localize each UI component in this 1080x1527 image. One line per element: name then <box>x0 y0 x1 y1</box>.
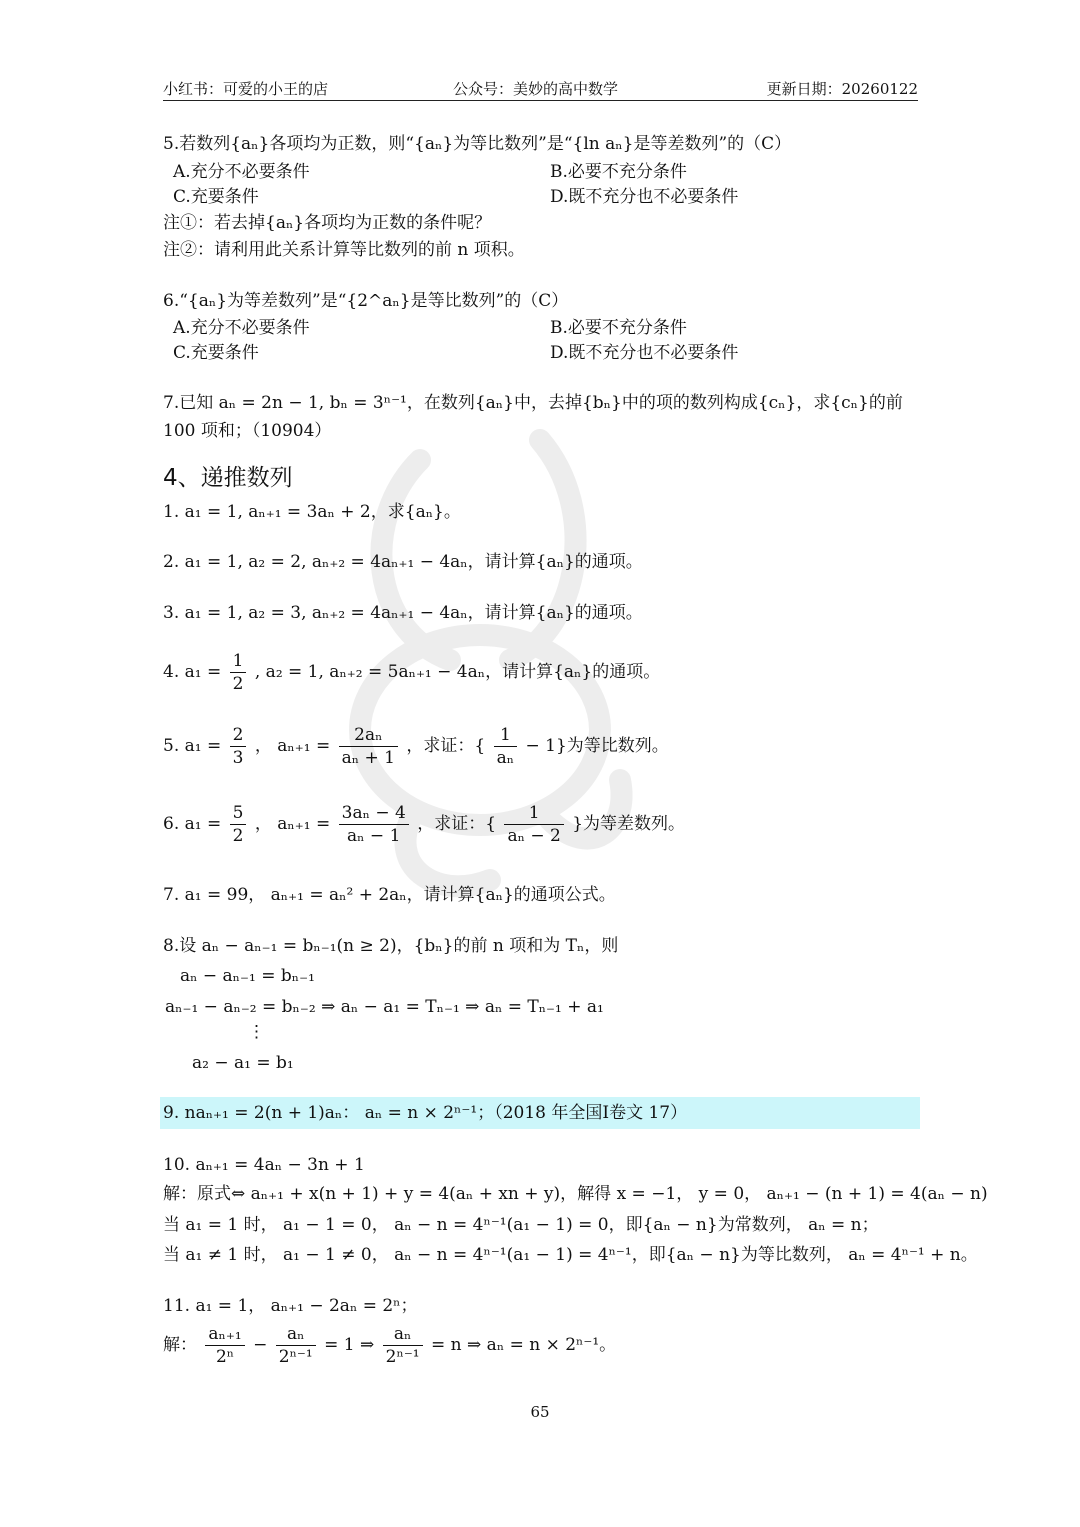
recurrence-2: 2. a₁ = 1, a₂ = 2, aₙ₊₂ = 4aₙ₊₁ − 4aₙ，请计算{aₙ}的通项。 <box>163 552 643 572</box>
q5-note-1: 注①：若去掉{aₙ}各项均为正数的条件呢？ <box>163 213 492 233</box>
page-number: 65 <box>530 1403 550 1421</box>
q6-option-d: D.既不充分也不必要条件 <box>550 343 739 363</box>
recurrence-8-line-2: aₙ₋₁ − aₙ₋₂ = bₙ₋₂ ⇒ aₙ − a₁ = Tₙ₋₁ ⇒ aₙ = Tₙ₋₁ + a₁ <box>165 997 604 1017</box>
header-right: 更新日期：20260122 <box>766 80 918 98</box>
q6-option-c: C.充要条件 <box>173 343 259 363</box>
recurrence-3: 3. a₁ = 1, a₂ = 3, aₙ₊₂ = 4aₙ₊₁ − 4aₙ，请计算{aₙ}的通项。 <box>163 603 643 623</box>
q7-line-1: 7.已知 aₙ = 2n − 1, bₙ = 3ⁿ⁻¹，在数列{aₙ}中，去掉{bₙ}中的项的数列构成{cₙ}，求{cₙ}的前 <box>163 393 903 413</box>
q5-option-d: D.既不充分也不必要条件 <box>550 187 739 207</box>
section-title: 4、递推数列 <box>163 465 293 491</box>
q5-option-c: C.充要条件 <box>173 187 259 207</box>
recurrence-1: 1. a₁ = 1, aₙ₊₁ = 3aₙ + 2，求{aₙ}。 <box>163 502 461 522</box>
recurrence-10-solution-3: 当 a₁ ≠ 1 时， a₁ − 1 ≠ 0， aₙ − n = 4ⁿ⁻¹(a₁ − 1) = 4ⁿ⁻¹，即{aₙ − n}为等比数列， aₙ = 4ⁿ⁻¹ + n。 <box>163 1245 978 1265</box>
header-center: 公众号：美妙的高中数学 <box>453 80 619 98</box>
recurrence-5: 5. a₁ = $\frac{2}{3}$ ， aₙ₊₁ = $\frac{\text{2aₙ}}{\text{aₙ + 1}}$ ，求证：{ $\frac{1}{\text{aₙ}}$ − 1}为等比数列。 <box>163 725 669 768</box>
q5-note-2: 注②：请利用此关系计算等比数列的前 n 项积。 <box>163 240 525 260</box>
r4-suffix: , a₂ = 1, aₙ₊₂ = 5aₙ₊₁ − 4aₙ，请计算{aₙ}的通项。 <box>254 662 661 682</box>
q5-option-a: A.充分不必要条件 <box>173 162 310 182</box>
q6-stem: 6.“{aₙ}为等差数列”是“{2^aₙ}是等比数列”的（C） <box>163 291 569 311</box>
recurrence-10-solution-2: 当 a₁ = 1 时， a₁ − 1 = 0， aₙ − n = 4ⁿ⁻¹(a₁ − 1) = 0，即{aₙ − n}为常数列， aₙ = n； <box>163 1215 879 1235</box>
q7-line-2: 100 项和；（10904） <box>163 421 332 441</box>
recurrence-8-line-4: a₂ − a₁ = b₁ <box>192 1053 294 1073</box>
recurrence-11-solution: 解： $\frac{\text{aₙ₊₁}}{\text{2ⁿ}}$ − $\frac{\text{aₙ}}{\text{2ⁿ⁻¹}}$ = 1 ⇒ $\frac{\text{aₙ}}{\text{2ⁿ⁻¹}}$ = n ⇒ aₙ = n × 2ⁿ⁻¹。 <box>163 1324 617 1367</box>
recurrence-9: 9. naₙ₊₁ = 2(n + 1)aₙ： aₙ = n × 2ⁿ⁻¹；（2018 年全国Ⅰ卷文 17） <box>163 1103 688 1123</box>
recurrence-8-stem: 8.设 aₙ − aₙ₋₁ = bₙ₋₁(n ≥ 2)，{bₙ}的前 n 项和为 Tₙ，则 <box>163 936 619 956</box>
recurrence-10-stem: 10. aₙ₊₁ = 4aₙ − 3n + 1 <box>163 1155 365 1175</box>
q5-stem: 5.若数列{aₙ}各项均为正数，则“{aₙ}为等比数列”是“{ln aₙ}是等差数列”的（C） <box>163 134 792 154</box>
page-header <box>163 78 918 101</box>
recurrence-8-ellipsis: ⋮ <box>248 1022 265 1042</box>
header-left: 小红书：可爱的小王的店 <box>163 80 329 98</box>
recurrence-7: 7. a₁ = 99， aₙ₊₁ = aₙ² + 2aₙ，请计算{aₙ}的通项公式。 <box>163 885 616 905</box>
recurrence-11-stem: 11. a₁ = 1， aₙ₊₁ − 2aₙ = 2ⁿ； <box>163 1296 418 1316</box>
recurrence-4 <box>163 650 660 695</box>
q5-option-b: B.必要不充分条件 <box>550 162 687 182</box>
recurrence-10-solution-1: 解：原式⇔ aₙ₊₁ + x(n + 1) + y = 4(aₙ + xn + y)，解得 x = −1， y = 0， aₙ₊₁ − (n + 1) = 4(aₙ − n) <box>163 1184 988 1204</box>
q6-option-b: B.必要不充分条件 <box>550 318 687 338</box>
q6-option-a: A.充分不必要条件 <box>173 318 310 338</box>
r4-fraction: $\frac{1}{2}$ <box>230 650 247 695</box>
recurrence-6: 6. a₁ = $\frac{5}{2}$ ， aₙ₊₁ = $\frac{\text{3aₙ − 4}}{\text{aₙ − 1}}$ ，求证：{ $\frac{1}{\text{aₙ − 2}}$ }为等差数列。 <box>163 803 686 846</box>
r4-prefix: 4. a₁ = <box>163 662 222 682</box>
recurrence-8-line-1: aₙ − aₙ₋₁ = bₙ₋₁ <box>180 966 315 986</box>
